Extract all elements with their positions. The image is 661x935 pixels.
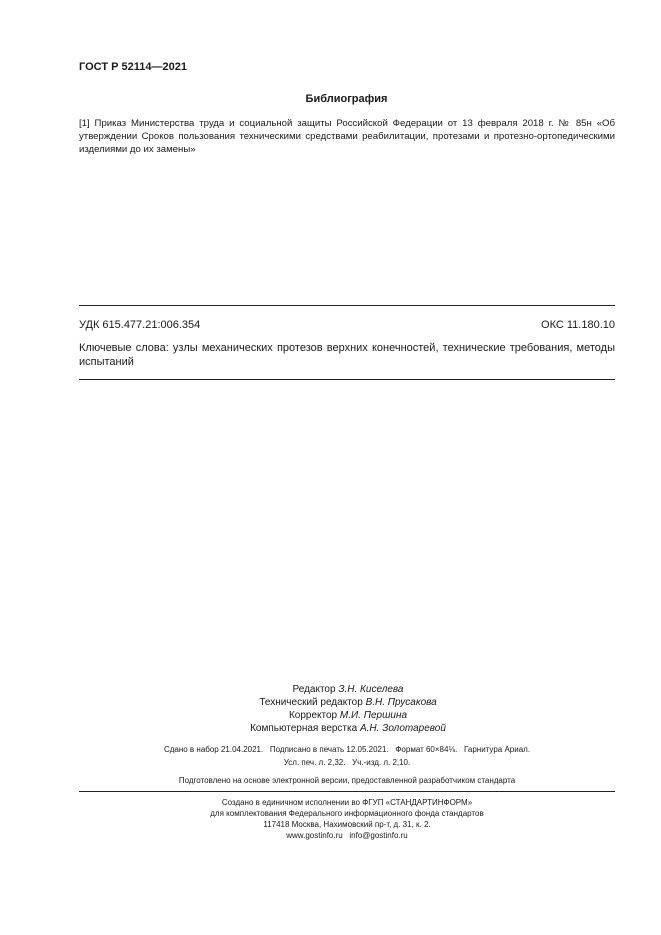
staff-name: А.Н. Золотаревой	[359, 723, 446, 734]
staff-row-corrector	[79, 709, 615, 722]
staff-row-layout	[79, 722, 615, 735]
keywords: Ключевые слова: узлы механических протезов верхних конечностей, технические требования, методы испытаний	[79, 342, 615, 368]
print-info	[79, 743, 615, 769]
divider-publisher	[79, 791, 615, 792]
publisher-info	[79, 797, 615, 841]
staff-name: М.И. Першина	[339, 710, 408, 721]
print-info-line-1: Сдано в набор 21.04.2021. Подписано в печать 12.05.2021. Формат 60×84⅛. Гарнитура Ариал.	[163, 745, 531, 754]
prepared-note: Подготовлено на основе электронной версии, предоставленной разработчиком стандарта	[178, 776, 516, 785]
bibliography-entry	[79, 117, 615, 156]
staff-role: Редактор	[292, 684, 336, 695]
document-code: ГОСТ Р 52114—2021	[79, 61, 187, 73]
bibliography-entry-number: [1]	[79, 118, 90, 129]
staff-list	[79, 683, 615, 735]
publisher-line-3: 117418 Москва, Нахимовский пр-т, д. 31, к. 2.	[263, 820, 431, 829]
bibliography-title: Библиография	[305, 93, 388, 105]
staff-role: Корректор	[288, 710, 338, 721]
staff-name: В.Н. Прусакова	[365, 697, 437, 708]
bibliography-entry-text: Приказ Министерства труда и социальной защиты Российской Федерации от 13 февраля 2018 г. № 85н «Об утверждении Сроков пользования техническими средствами реабилитации, протезами и протезно-ортопедическими изделиями до их замены»	[79, 118, 615, 155]
staff-row-editor	[79, 683, 615, 696]
udk-code: УДК 615.477.21:006.354	[79, 319, 201, 331]
print-info-line-2: Усл. печ. л. 2,32. Уч.-изд. л. 2,10.	[283, 758, 411, 767]
oks-code: ОКС 11.180.10	[541, 319, 615, 331]
staff-name: З.Н. Киселева	[338, 684, 404, 695]
staff-role: Компьютерная верстка	[250, 723, 358, 734]
publisher-line-4: www.gostinfo.ru info@gostinfo.ru	[286, 831, 408, 840]
publisher-line-1: Создано в единичном исполнении во ФГУП «СТАНДАРТИНФОРМ»	[221, 798, 473, 807]
staff-row-tech-editor	[79, 696, 615, 709]
divider-bottom	[79, 379, 615, 380]
publisher-line-2: для комплектования Федерального информационного фонда стандартов	[210, 809, 484, 818]
divider-top	[79, 305, 615, 306]
staff-role: Технический редактор	[259, 697, 363, 708]
